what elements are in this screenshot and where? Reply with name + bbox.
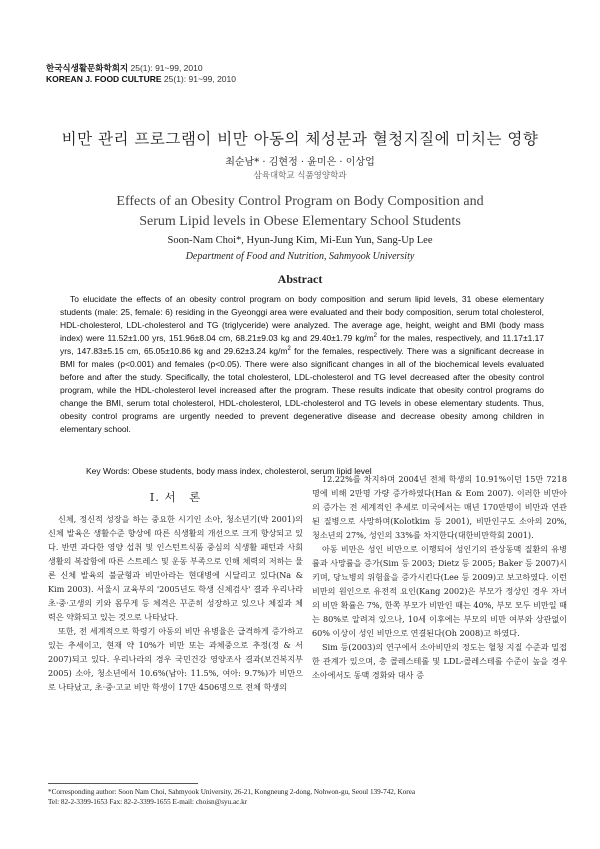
footnote — [48, 787, 568, 807]
right-paragraph-2: 아동 비만은 성인 비만으로 이행되어 성인기의 관상동맥 질환의 유병률과 사망률을 증가(Sim 등 2003; Dietz 등 2005; Baker 등 2007)시키며, 당뇨병의 위험율을 증가시킨다(Lee 등 2009)고 보고하였다. 이런 비만의 원인으로 유전적 요인(Kang 2002)은 부모가 정상인 경우 자녀의 비만 확률은 7%, 한쪽 부모가 비만인 때는 40%, 부모 모두 비만일 때는 80%로 알려져 있으나, 10세 이후에는 부모의 비만 여부와 상관없이 60% 이상이 성인 비만으로 연결된다(Oh 2008)고 하였다. — [312, 544, 567, 638]
english-title — [0, 192, 600, 232]
left-column — [48, 490, 303, 694]
keywords: Key Words: Obese students, body mass index, cholesterol, serum lipid level — [86, 466, 372, 476]
journal-korean-volume: 25(1): 91~99, 2010 — [130, 63, 203, 73]
abstract-sup-2: 2 — [287, 346, 291, 353]
journal-english-name: KOREAN J. FOOD CULTURE — [46, 74, 162, 84]
korean-title: 비만 관리 프로그램이 비만 아동의 체성분과 혈청지질에 미치는 영향 — [61, 130, 539, 148]
korean-affiliation: 삼육대학교 식품영양학과 — [253, 171, 347, 181]
journal-english-volume: 25(1): 91~99, 2010 — [163, 74, 236, 84]
abstract-sup-1: 2 — [373, 333, 377, 340]
right-paragraph-1: 12.22%를 차지하며 2004년 전체 학생의 10.91%이던 15만 7218명에 비해 2만명 가량 증가하였다(Han & Eom 2007). 이러한 비만아의 증가는 전 세계적인 추세로 미국에서는 매년 170만명이 비만과 연관된 질병으로 사망하며(Kolotkim 등 2001), 비만인구도 소아의 20%, 청소년의 27%, 성인의 33%를 차지한다(대한비만학회 2001). — [312, 474, 567, 540]
abstract-part-2: for the males, respectively, and 11.17±1.17 yrs, 147.83±5.15 cm, 65.05±10.86 kg and 29.62±3.24 kg/m — [60, 333, 544, 357]
abstract-part-1: To elucidate the effects of an obesity control program on body composition and serum lipid levels, 31 obese elementary students (male: 25, female: 6) residing in the Gyeonggi area were evaluated and their body composition, serum total cholesterol, HDL-cholesterol, LDL-cholesterol and TG (triglyceride) were analyzed. The average age, height, weight and BMI (body mass index) were 11.52±1.00 yrs, 151.96±8.04 cm, 68.21±9.03 kg and 29.40±1.79 kg/m — [60, 294, 544, 344]
abstract-part-3: for the females, respectively. There was a significant decrease in BMI for males (p<0.001) and females (p<0.05). There were also significant changes in all of the biochemical levels evaluated before and after the study. Specifically, the total cholesterol, LDL-cholesterol and TG level decreased after the obesity control program, while the HDL-cholesterol level increased after the program. These results indicate that obesity control programs do change the BMI, serum total cholesterol, HDL-cholesterol, LDL-cholesterol and TG levels in obese elementary students. Thus, obesity control programs are urgently needed to prevent degenerative disease and decrease obesity among children in elementary school. — [60, 346, 544, 435]
right-column — [312, 472, 567, 682]
right-paragraph-3: Sim 등(2003)의 연구에서 소아비만의 정도는 혈청 지질 수준과 밀접한 관계가 있으며, 총 콜레스테롤 및 LDL-콜레스테롤 수준이 높을 경우 소아에서도 동맥 경화와 대사 증 — [312, 642, 567, 680]
english-title-line-1: Effects of an Obesity Control Program on Body Composition and — [116, 194, 484, 209]
footnote-line-1: *Corresponding author: Soon Nam Choi, Sahmyook University, 26-21, Kongneung 2-dong, Nohwon-gu, Seoul 139-742, Korea — [48, 788, 416, 796]
korean-authors: 최순남* · 김현정 · 윤미은 · 이상업 — [225, 157, 375, 168]
journal-korean-name: 한국식생활문화학회지 — [46, 63, 129, 73]
footnote-line-2: Tel: 82-2-3399-1653 Fax: 82-2-3399-1655 E-mail: choisn@syu.ac.kr — [48, 798, 248, 806]
english-title-line-2: Serum Lipid levels in Obese Elementary School Students — [139, 214, 461, 229]
footnote-divider — [48, 783, 198, 784]
english-affiliation: Department of Food and Nutrition, Sahmyook University — [185, 251, 415, 262]
journal-header — [46, 63, 236, 85]
abstract-body — [60, 293, 544, 437]
left-paragraph-1: 신체, 정신적 성장을 하는 중요한 시기인 소아, 청소년기(박 2001)의 신체 발육은 생활수준 향상에 따른 식생활의 개선으로 크게 향상되고 있다. 반면 과다한 영양 섭취 및 인스턴트식품 중심의 식생활 패턴과 사회생활의 복잡함에 따른 스트레스 및 운동 부족으로 인해 체력의 저하는 물론 신체 발육의 불균형과 비만아라는 현대병에 시달리고 있다(Na & Kim 2003). 서울시 교육부의 '2005년도 학생 신체검사' 결과 우리나라 초·중·고생의 키와 몸무게 등 체격은 꾸준히 성장하고 있으나 체질과 체력은 약화되고 있는 것으로 나타났다. — [48, 514, 303, 622]
abstract-heading: Abstract — [277, 272, 323, 286]
english-authors: Soon-Nam Choi*, Hyun-Jung Kim, Mi-Eun Yun, Sang-Up Lee — [167, 235, 433, 246]
section-title: Ⅰ. 서 론 — [149, 490, 202, 504]
left-paragraph-2: 또한, 전 세계적으로 학령기 아동의 비만 유병율은 급격하게 증가하고 있는 추세이고, 현재 약 10%가 비만 또는 과체중으로 추정(정 & 서 2007)되고 있다. 우리나라의 경우 국민건강 영양조사 결과(보건복지부 2005) 소아, 청소년에서 10.6%(남아: 11.5%, 여아: 9.7%)가 비만으로 나타났고, 초·중·고교 비만 학생이 17만 4506명으로 전체 학생의 — [48, 626, 303, 692]
